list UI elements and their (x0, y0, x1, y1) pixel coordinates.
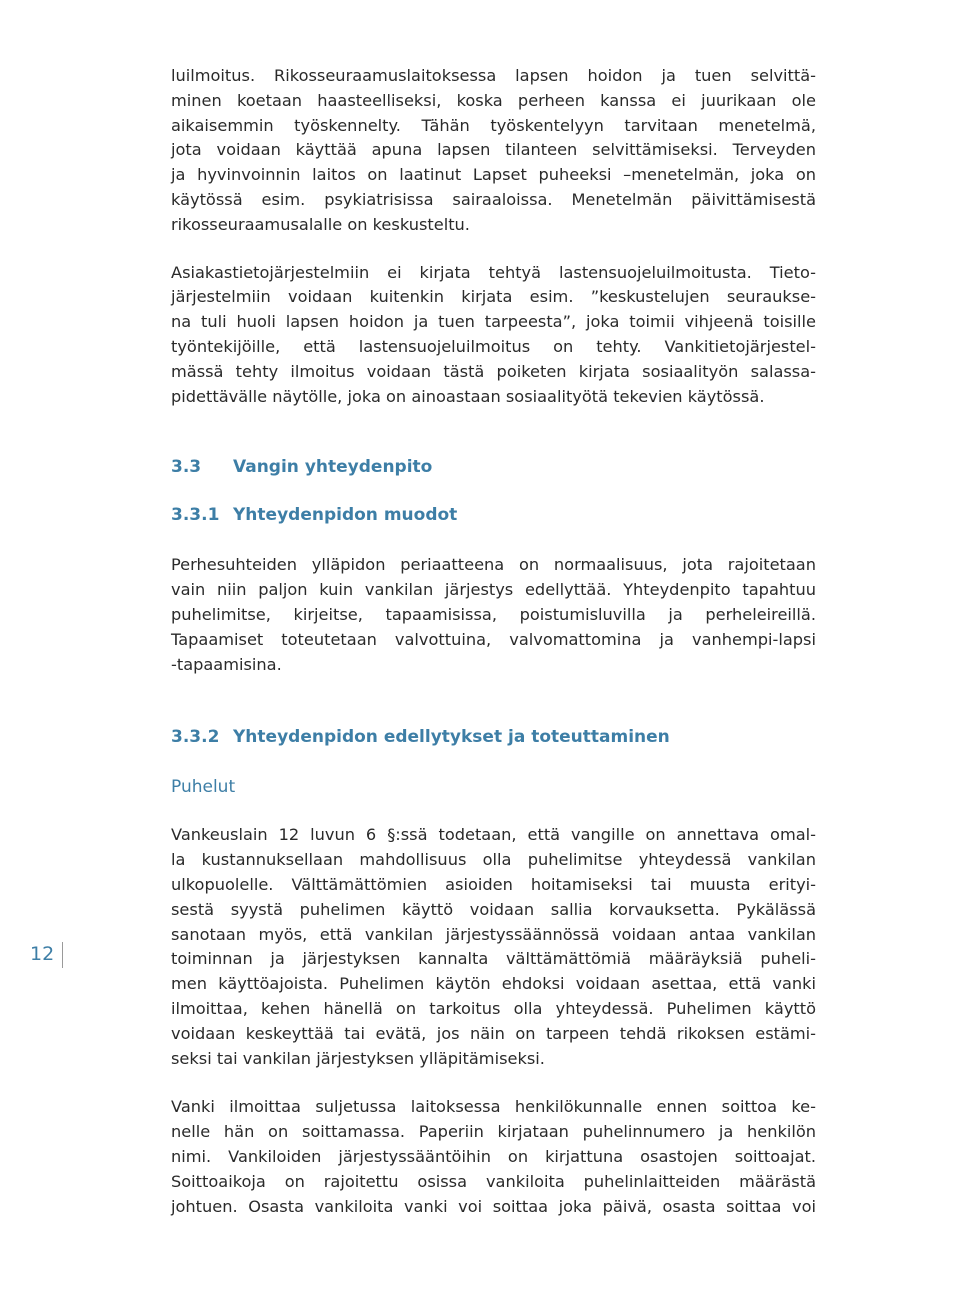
text-line: nelle hän on soittamassa. Paperiin kirjataan puhelinnumero ja henkilön (171, 1122, 816, 1142)
text-line: ilmoittaa, kehen hänellä on tarkoitus olla yhteydessä. Puhelimen käyttö (171, 998, 816, 1018)
text-line: Tapaamiset toteutetaan valvottuina, valvomattomina ja vanhempi-lapsi (171, 629, 816, 649)
text-line: puhelimitse, kirjeitse, tapaamisissa, poistumisluvilla ja perheleireillä. (171, 604, 816, 624)
section-heading-3-3 (171, 455, 816, 479)
text-line: rikosseuraamusalalle on keskusteltu. (171, 214, 470, 234)
text-line: Vankeuslain 12 luvun 6 §:ssä todetaan, että vangille on annettava omal- (171, 825, 816, 845)
section-title: Vangin yhteydenpito (233, 457, 433, 478)
section-heading-3-3-1 (171, 503, 816, 527)
text-line: jota voidaan käyttää apuna lapsen tilanteen selvittämiseksi. Terveyden (171, 140, 816, 160)
text-line: luilmoitus. Rikosseuraamuslaitoksessa lapsen hoidon ja tuen selvittä- (171, 66, 816, 85)
page-number-divider (62, 942, 63, 968)
text-line: ja hyvinvoinnin laitos on laatinut Lapset puheeksi –menetelmän, joka on (171, 165, 816, 185)
text-line: sanotaan myös, että vankilan järjestyssäännössä voidaan antaa vankilan (171, 924, 816, 944)
text-line: voidaan keskeyttää tai evätä, jos näin on tarpeen tehdä rikoksen estämi- (171, 1023, 816, 1043)
text-line: sestä syystä puhelimen käyttö voidaan sallia korvauksetta. Pykälässä (171, 899, 816, 919)
text-line: Soittoaikoja on rajoitettu osissa vankiloita puhelinlaitteiden määrästä (171, 1171, 816, 1191)
text-line: seksi tai vankilan järjestyksen ylläpitämiseksi. (171, 1048, 545, 1068)
text-line: nimi. Vankiloiden järjestyssääntöihin on kirjattuna osastojen soittoajat. (171, 1146, 816, 1166)
text-line: Vanki ilmoittaa suljetussa laitoksessa henkilökunnalle ennen soittoa ke- (171, 1097, 816, 1117)
text-line: minen koetaan haasteelliseksi, koska perheen kanssa ei juurikaan ole (171, 90, 816, 110)
text-line: aikaisemmin työskennelty. Tähän työskentelyyn tarvitaan menetelmä, (171, 115, 816, 135)
text-line: men käyttöajoista. Puhelimen käytön ehdoksi voidaan asettaa, että vanki (171, 974, 816, 994)
page-content (171, 64, 816, 1219)
text-line: vain niin paljon kuin vankilan järjestys edellyttää. Yhteydenpito tapahtuu (171, 580, 816, 600)
text-line: pidettävälle näytölle, joka on ainoastaan sosiaalityötä tekevien käytössä. (171, 386, 765, 406)
paragraph-vankeuslaki (171, 823, 816, 1071)
text-line: -tapaamisina. (171, 654, 282, 674)
paragraph-asiakastieto (171, 261, 816, 410)
text-line: ulkopuolelle. Välttämättömien asioiden hoitamiseksi tai muusta erityi- (171, 874, 816, 894)
paragraph-lastensuojelu-method (171, 64, 816, 238)
paragraph-soittoajat (171, 1095, 816, 1219)
section-number: 3.3.2 (171, 727, 220, 748)
text-line: mässä tehty ilmoitus voidaan tästä poiketen kirjata sosiaalityön salassa- (171, 361, 816, 381)
page-number: 12 (30, 943, 55, 965)
text-line: Perhesuhteiden ylläpidon periaatteena on normaalisuus, jota rajoitetaan (171, 555, 816, 575)
section-title: Yhteydenpidon muodot (233, 505, 458, 526)
text-line: toiminnan ja järjestyksen kannalta välttämättömiä määräyksiä puheli- (171, 949, 816, 969)
section-number: 3.3 (171, 457, 202, 478)
section-title: Yhteydenpidon edellytykset ja toteuttaminen (233, 727, 670, 748)
text-line: käytössä esim. psykiatrisissa sairaaloissa. Menetelmän päivittämisestä (171, 189, 816, 209)
subheading-puhelut: Puhelut (171, 777, 236, 798)
text-line: johtuen. Osasta vankiloita vanki voi soittaa joka päivä, osasta soittaa voi (171, 1196, 816, 1216)
text-line: na tuli huoli lapsen hoidon ja tuen tarpeesta”, joka toimii vihjeenä toisille (171, 312, 816, 332)
text-line: Asiakastietojärjestelmiin ei kirjata tehtyä lastensuojeluilmoitusta. Tieto- (171, 262, 816, 282)
section-heading-3-3-2 (171, 725, 816, 749)
text-line: la kustannuksellaan mahdollisuus olla puhelimitse yhteydessä vankilan (171, 850, 816, 870)
paragraph-perhesuhteet (171, 553, 816, 677)
text-line: työntekijöille, että lastensuojeluilmoitus on tehty. Vankitietojärjestel- (171, 336, 816, 356)
section-number: 3.3.1 (171, 505, 220, 526)
text-line: järjestelmiin voidaan kuitenkin kirjata esim. ”keskustelujen seurauksе- (171, 287, 816, 307)
